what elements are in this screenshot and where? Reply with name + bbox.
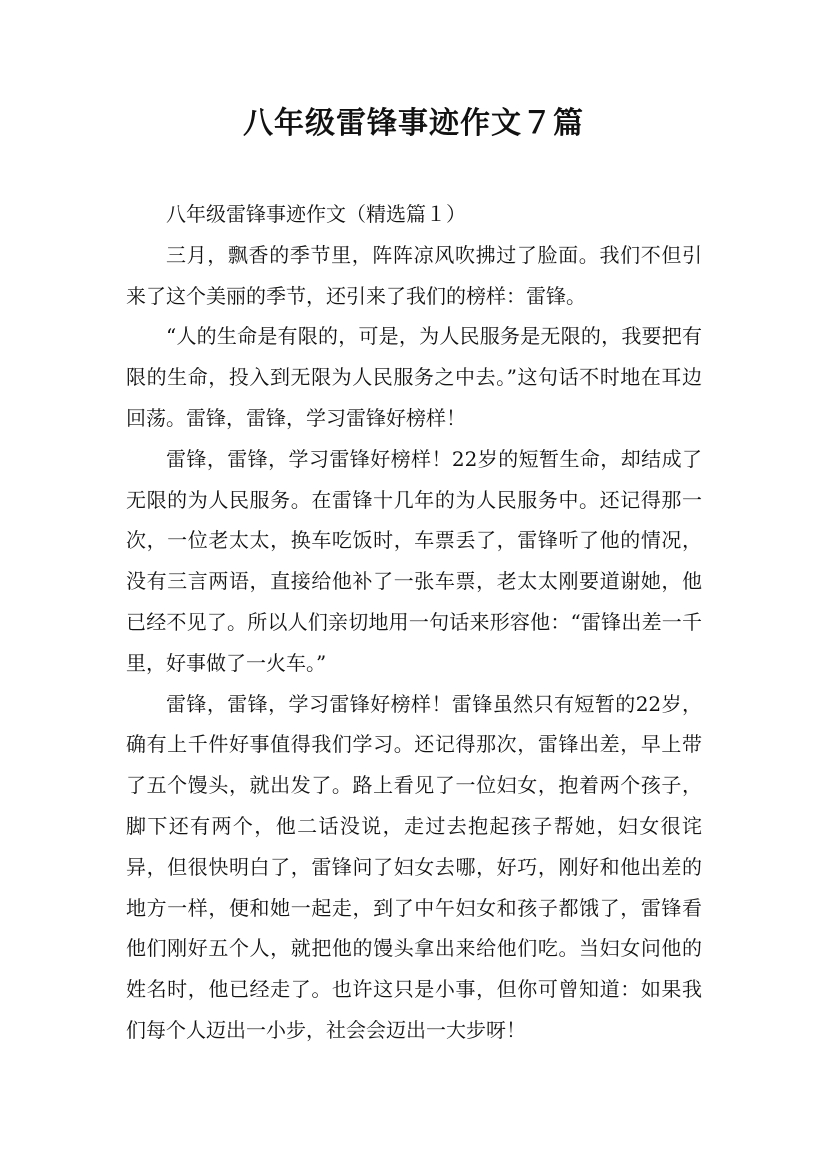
document-title: 八年级雷锋事迹作文７篇 [243,106,584,141]
section-heading: 八年级雷锋事迹作文（精选篇１） [166,202,466,226]
paragraph-3: 雷锋，雷锋，学习雷锋好榜样！22岁的短暂生命，却结成了无限的为人民服务。在雷锋十几年的为人民服务中。还记得那一次，一位老太太，换车吃饭时，车票丢了，雷锋听了他的情况，没有三言两语，直接给他补了一张车票，老太太刚要道谢她，他已经不见了。所以人们亲切地用一句话来形容他：“雷锋出差一千里，好事做了一火车。” [126,446,702,675]
paragraph-2: “人的生命是有限的，可是，为人民服务是无限的，我要把有限的生命，投入到无限为人民服务之中去。”这句话不时地在耳边回荡。雷锋，雷锋，学习雷锋好榜样！ [126,324,702,430]
paragraph-1: 三月，飘香的季节里，阵阵凉风吹拂过了脸面。我们不但引来了这个美丽的季节，还引来了我们的榜样：雷锋。 [126,242,702,308]
paragraph-4: 雷锋，雷锋，学习雷锋好榜样！雷锋虽然只有短暂的22岁，确有上千件好事值得我们学习。还记得那次，雷锋出差，早上带了五个馒头，就出发了。路上看见了一位妇女，抱着两个孩子，脚下还有两个，他二话没说，走过去抱起孩子帮她，妇女很诧异，但很快明白了，雷锋问了妇女去哪，好巧，刚好和他出差的地方一样，便和她一起走，到了中午妇女和孩子都饿了，雷锋看他们刚好五个人，就把他的馒头拿出来给他们吃。当妇女问他的姓名时，他已经走了。也许这只是小事，但你可曾知道：如果我们每个人迈出一小步，社会会迈出一大步呀！ [126,691,702,1042]
document-body [126,194,702,1051]
